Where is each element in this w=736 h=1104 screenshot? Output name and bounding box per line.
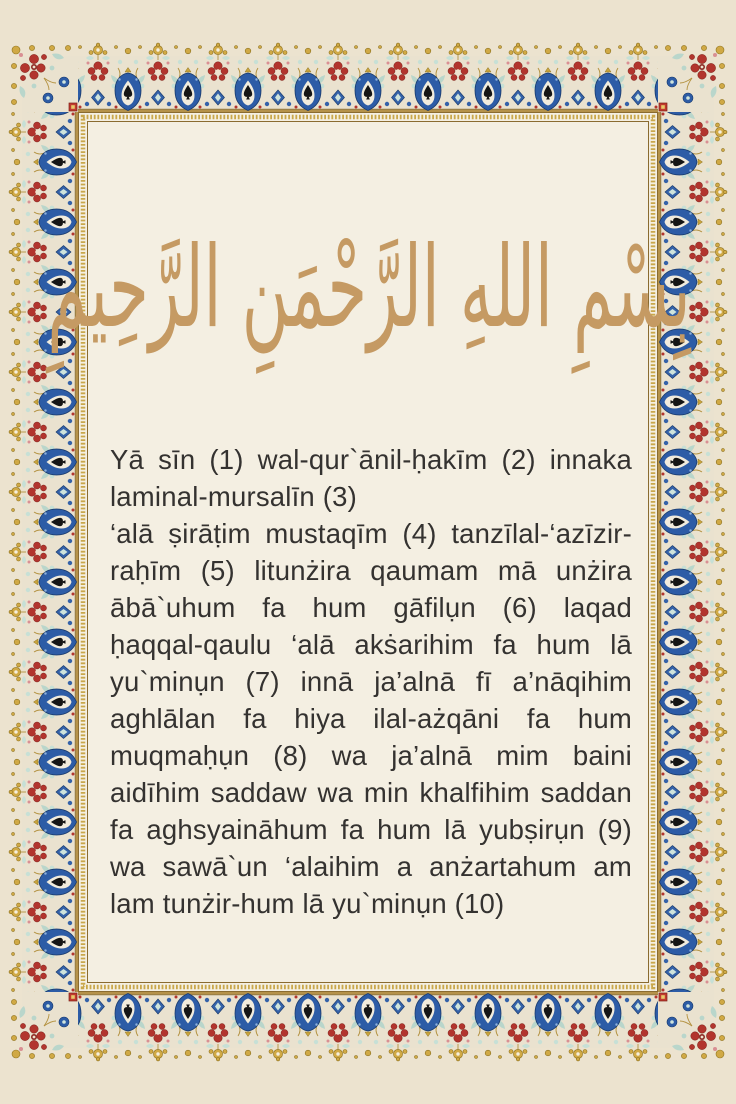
corner-ornament-top-right [658,42,728,112]
bismillah-text: بِسْمِ اللهِ الرَّحْمَنِ الرَّحِيمِ [47,224,691,354]
verse-paragraph-2: ‘alā ṣirāṭim mustaqīm (4) tanzīlal-‘azīzir-raḥīm (5) litunżira qaumam mā unżira ābā`uhum fa hum gāfilụn (6) laqad ḥaqqal-qaulu ‘alā akṡarihim fa hum lā yu`minụn (7) innā ja’alnā fī a’nāqihim aghlālan fa hiya ilal-ażqāni fa hum muqmaḥụn (8) wa ja’alnā mim baini aidīhim saddaw wa min khalfihim saddan fa aghsyaināhum fa hum lā yubṣirụn (9) wa sawā`un ‘alaihim a anżartahum am lam tunżir-hum lā yu`minụn (10) [110,518,632,919]
verse-paragraph-1: Yā sīn (1) wal-qur`ānil-ḥakīm (2) innaka laminal-mursalīn (3) [110,444,632,512]
corner-ornament-bottom-left [8,992,78,1062]
corner-ornament-top-left [8,42,78,112]
verse-text-block [110,441,632,922]
corner-ornament-bottom-right [658,992,728,1062]
